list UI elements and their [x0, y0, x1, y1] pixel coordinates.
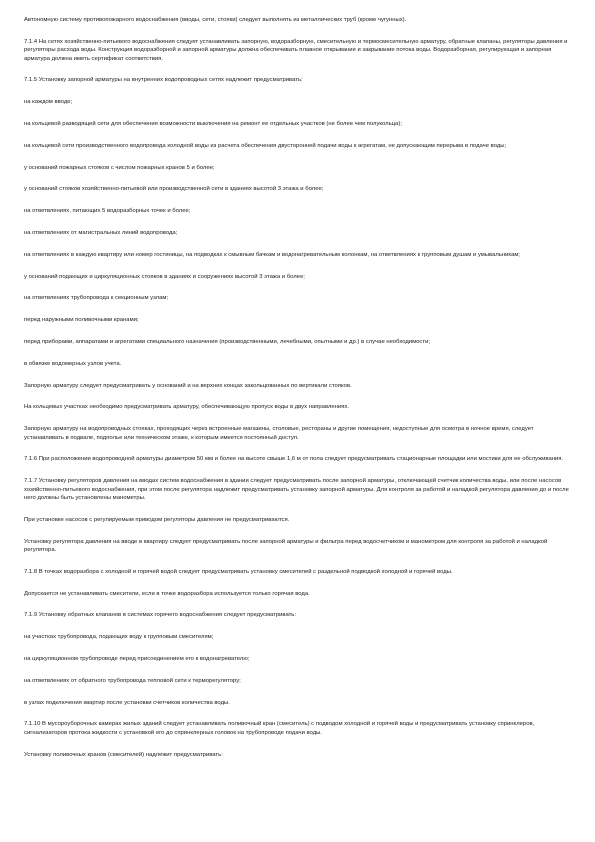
paragraph: на ответвлениях, питающих 5 водоразборных точек и более; — [24, 208, 191, 215]
paragraph: в обвязке водомерных узлов учета. — [24, 360, 122, 367]
paragraph: При установке насосов с регулируемым приводом регуляторы давления не предусматриваются. — [24, 516, 290, 523]
paragraph: у оснований пожарных стояков с числом пожарных кранов 5 и более; — [24, 164, 215, 171]
document-page — [24, 16, 572, 772]
paragraph: на участках трубопровода, подающих воду к групповым смесителям; — [24, 634, 214, 641]
paragraph: Запорную арматуру следует предусматривать у оснований и на верхних концах закольцованных по вертикали стояков. — [24, 382, 352, 389]
paragraph: на ответвлениях трубопровода к секционным узлам; — [24, 295, 169, 302]
paragraph: 7.1.4 На сетях хозяйственно-питьевого водоснабжения следует устанавливать запорную, водоразборную, смесительную и термосмесительную арматуру, обратные клапаны, регуляторы давления и регуляторы расхода воды. Конструкция водоразборной и запорной арматуры должна обеспечивать плавное открывание и закрывание потока воды. Водоразборная, регулирующая и запорная арматура должна иметь сертификат соответствия. — [24, 38, 568, 62]
paragraph: на кольцевой разводящей сети для обеспечения возможности выключения на ремонт ее отдельных участков (не более чем полукольца); — [24, 121, 402, 127]
paragraph: 7.1.5 Установку запорной арматуры на внутренних водопроводных сетях надлежит предусматривать: — [24, 77, 303, 84]
paragraph: перед наружными поливочными кранами; — [24, 317, 139, 324]
paragraph: На кольцевых участках необходимо предусматривать арматуру, обеспечивающую пропуск воды в двух направлениях. — [24, 404, 349, 411]
paragraph: на циркуляционном трубопроводе перед присоединением его к водонагревателю; — [24, 655, 250, 662]
paragraph: 7.1.9 Установку обратных клапанов в системах горячего водоснабжения следует предусматривать: — [24, 612, 297, 619]
paragraph: 7.1.8 В точках водоразбора с холодной и горячей водой следует предусматривать установку смесителей с раздельной подводкой холодной и горячей воды. — [24, 568, 453, 575]
paragraph: на ответвлениях в каждую квартиру или номер гостиницы, на подводках к смывным бачкам и водонагревательным колонкам, на ответвлениях к групповым душам и умывальникам; — [24, 251, 521, 258]
paragraph: на каждом вводе; — [24, 99, 73, 106]
paragraph: 7.1.7 Установку регуляторов давления на вводах систем водоснабжения в здании следует предусматривать после запорной арматуры, отключающей счетчик количества воды, или после насосов хозяйственно-питьевого водоснабжения, при этом после регулятора надлежит предусматривать установку запорной арматуры. Для контроля за работой и наладкой регулятора давления до и после него должны быть установлены манометры. — [24, 478, 569, 501]
paragraph: в узлах подключения квартир после установки счетчиков количества воды. — [24, 699, 230, 706]
paragraph: на ответвлениях от магистральных линий водопровода; — [24, 229, 178, 236]
paragraph: Установку регулятора давления на вводе в квартиру следует предусматривать после запорной арматуры и фильтра перед водосчетчиком и манометром для контроля за работой и наладкой регулятора. — [24, 538, 548, 553]
paragraph: Допускается не устанавливать смесители, если в точке водоразбора используется только горячая вода. — [24, 590, 310, 597]
paragraph: Установку поливочных кранов (смесителей) надлежит предусматривать: — [24, 751, 223, 758]
paragraph: Автономную систему противопожарного водоснабжения (вводы, сети, стояки) следует выполнять из металлических труб (кроме чугунных). — [24, 17, 407, 23]
paragraph: 7.1.6 При расположении водопроводной арматуры диаметром 50 мм и более на высоте свыше 1,6 м от пола следует предусматривать стационарные площадки или мостики для ее обслуживания. — [24, 456, 564, 463]
paragraph: на ответвлениях от обратного трубопровода тепловой сети к терморегулятору; — [24, 677, 241, 684]
paragraph: Запорную арматуру на водопроводных стояках, проходящих через встроенные магазины, столовые, рестораны и другие помещения, недоступные для осмотра в ночное время, следует устанавливать в подвале, подполье или техническом этаже, к которым имеется постоянный доступ. — [24, 426, 534, 441]
paragraph: на кольцевой сети производственного водопровода холодной воды из расчета обеспечения двусторонней подачи воды к агрегатам, не допускающим перерыва в подаче воды; — [24, 142, 507, 149]
paragraph: у оснований стояков хозяйственно-питьевой или производственной сети в зданиях высотой 3 этажа и более; — [24, 186, 324, 193]
paragraph: у оснований подающих и циркуляционных стояков в зданиях и сооружениях высотой 3 этажа и более; — [24, 273, 305, 280]
paragraph: 7.1.10 В мусороуборочных камерах жилых зданий следует устанавливать поливочный кран (смеситель) с подводом холодной и горячей воды и предусматривать установку спринклеров, сигнализаторов протока жидкости с установкой его до спринклерных головок на трубопроводе подачи воды. — [24, 721, 535, 736]
paragraph: перед приборами, аппаратами и агрегатами специального назначения (производственными, лечебными, опытными и др.) в случае необходимости; — [24, 338, 430, 345]
